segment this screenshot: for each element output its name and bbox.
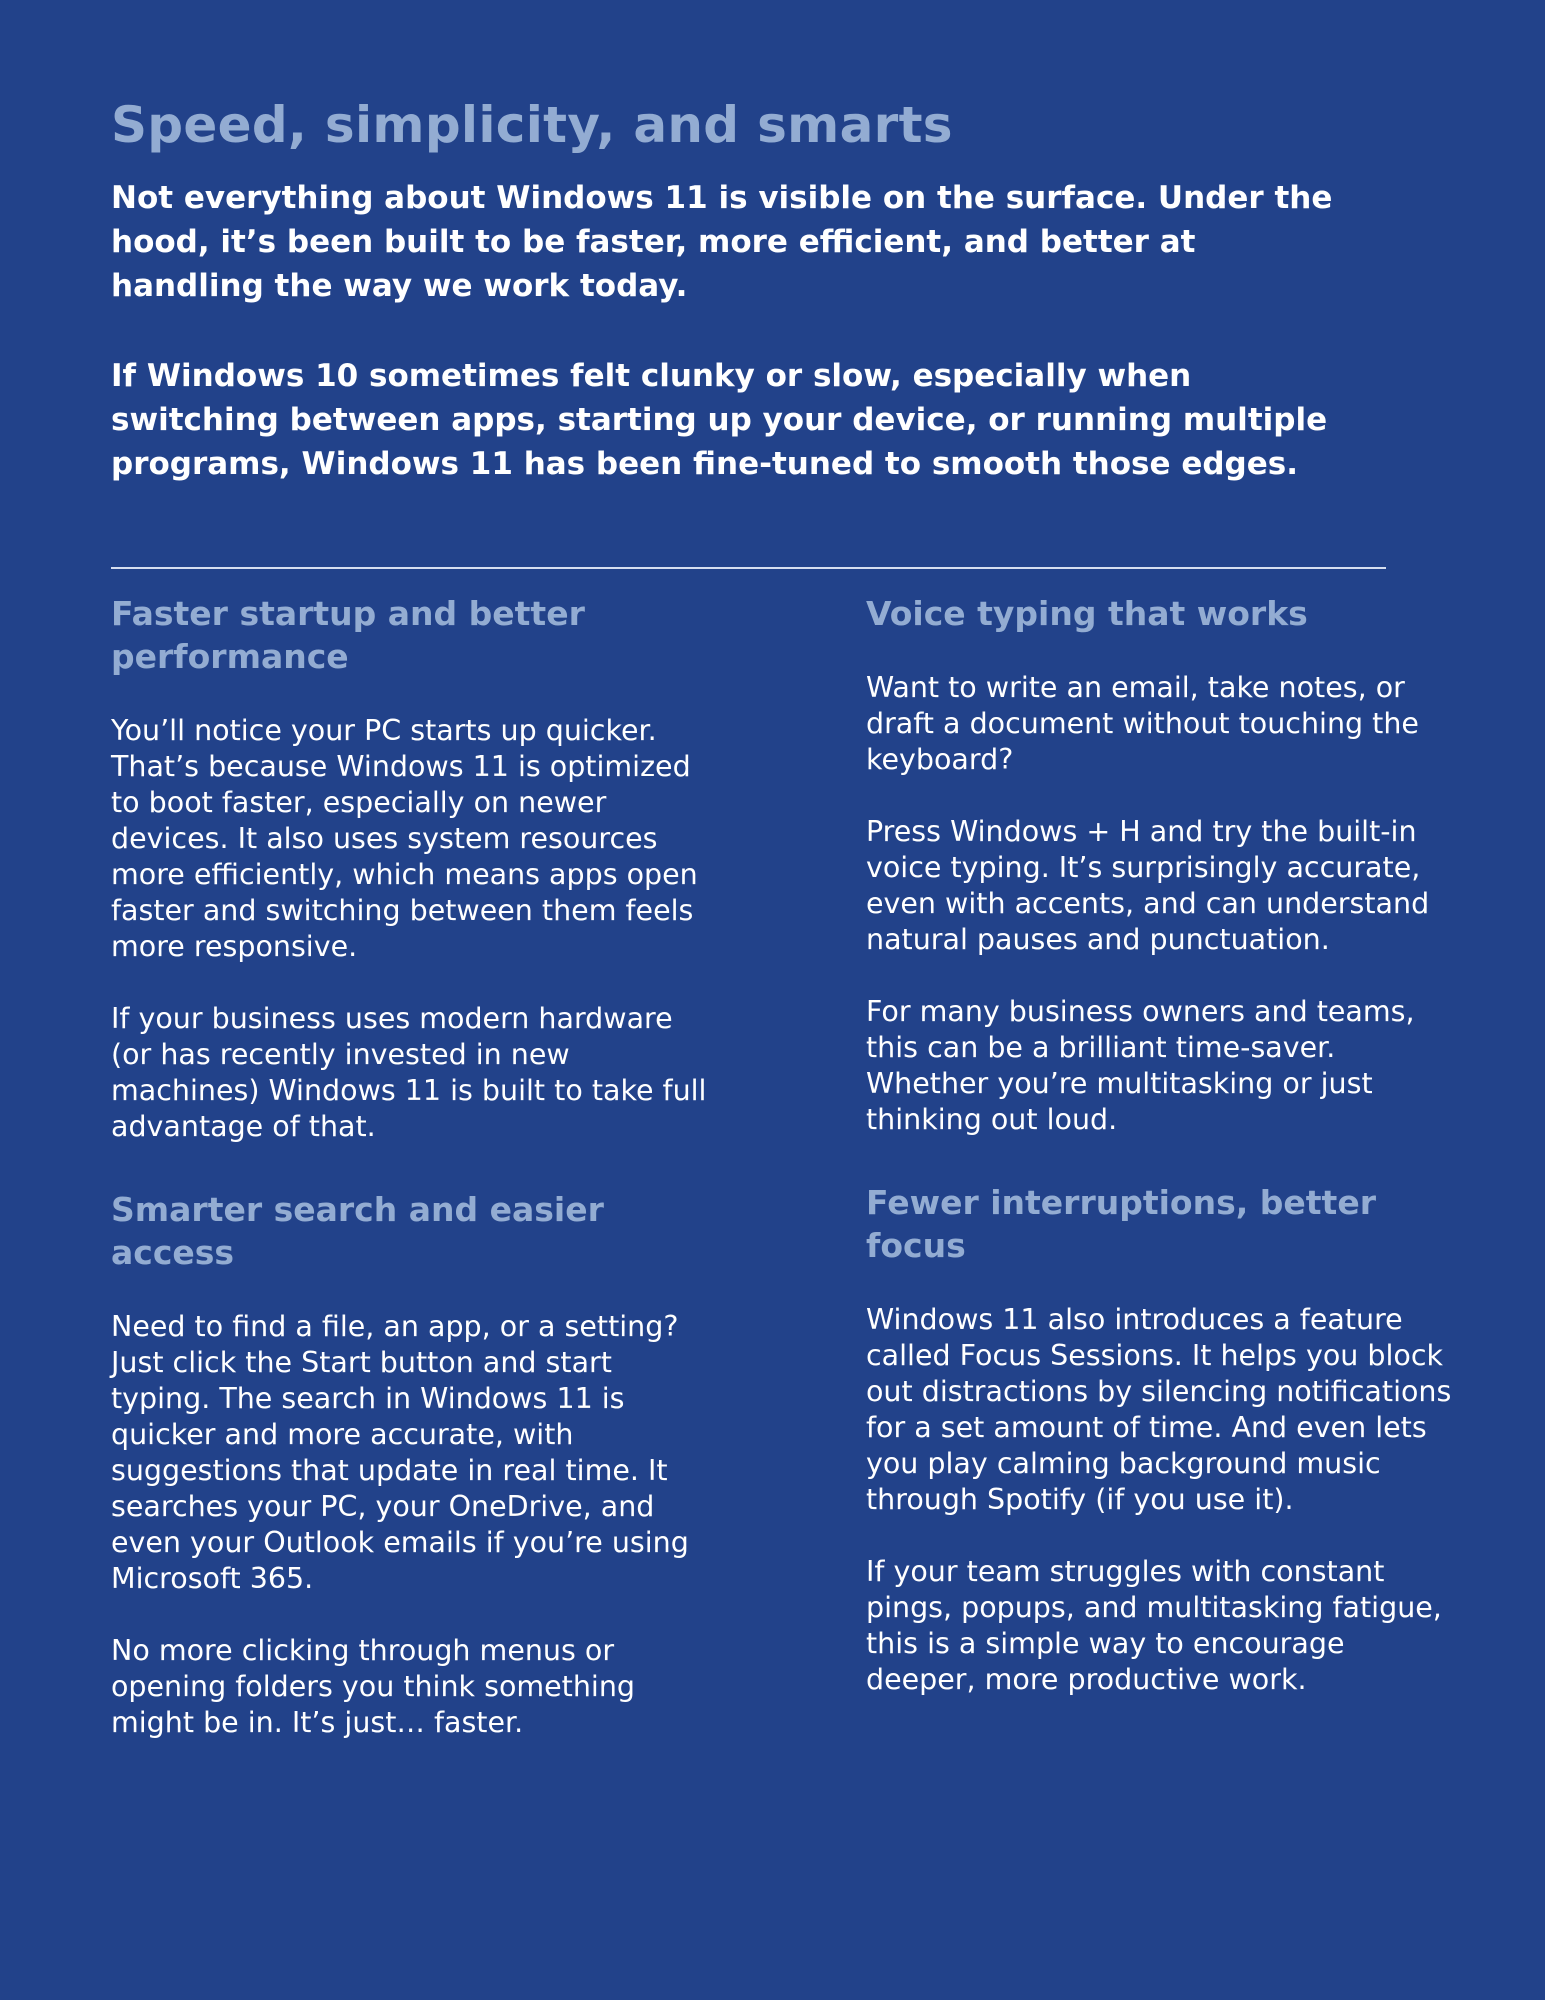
section-fewer-interruptions — [866, 1181, 1456, 1698]
intro-paragraph-1: Not everything about Windows 11 is visible on the surface. Under the hood, it’s been built to be faster, more efficient, and better at handling the way we work today. — [111, 180, 1333, 304]
section-voice-typing — [866, 592, 1456, 1138]
voice-typing-paragraph-2: Press Windows + H and try the built-in voice typing. It’s surprisingly accurate, even with accents, and can understand natural pauses and punctuation. — [866, 815, 1430, 956]
section-smarter-search — [111, 1188, 711, 1741]
smarter-search-paragraph-1: Need to find a file, an app, or a setting? Just click the Start button and start typing. The search in Windows 11 is quicker and more accurate, with suggestions that update in real time. It searches your PC, your OneDrive, and even your Outlook emails if you’re using Microsoft 365. — [111, 1310, 689, 1595]
section-faster-startup — [111, 592, 711, 1145]
faster-startup-paragraph-1: You’ll notice your PC starts up quicker. That’s because Windows 11 is optimized to boot faster, especially on newer devices. It also uses system resources more efficiently, which means apps open faster and switching between them feels more responsive. — [111, 714, 698, 963]
document-page — [111, 0, 1452, 2000]
fewer-interruptions-paragraph-1: Windows 11 also introduces a feature called Focus Sessions. It helps you block out distractions by silencing notifications for a set amount of time. And even lets you play calming background music through Spotify (if you use it). — [866, 1303, 1452, 1516]
voice-typing-paragraph-1: Want to write an email, take notes, or draft a document without touching the keyboard? — [866, 671, 1419, 776]
section-heading-fewer-interruptions: Fewer interruptions, better focus — [866, 1183, 1376, 1265]
fewer-interruptions-paragraph-2: If your team struggles with constant pings, popups, and multitasking fatigue, this is a simple way to encourage deeper, more productive work. — [866, 1555, 1442, 1696]
intro-paragraph-2: If Windows 10 sometimes felt clunky or slow, especially when switching between apps, starting up your device, or running multiple programs, Windows 11 has been fine-tuned to smooth those edges. — [111, 358, 1328, 482]
section-heading-voice-typing: Voice typing that works — [866, 594, 1308, 633]
right-column — [866, 592, 1456, 1698]
smarter-search-paragraph-2: No more clicking through menus or opening folders you think something might be in. It’s just… faster. — [111, 1634, 635, 1739]
page-title: Speed, simplicity, and smarts — [111, 96, 953, 154]
left-column — [111, 592, 711, 1741]
section-heading-smarter-search: Smarter search and easier access — [111, 1190, 604, 1272]
faster-startup-paragraph-2: If your business uses modern hardware (or has recently invested in new machines) Windows 11 is built to take full advantage of that. — [111, 1002, 707, 1143]
section-heading-faster-startup: Faster startup and better performance — [111, 594, 585, 676]
voice-typing-paragraph-3: For many business owners and teams, this can be a brilliant time-saver. Whether you’re multitasking or just thinking out loud. — [866, 995, 1415, 1136]
section-divider — [111, 567, 1386, 569]
